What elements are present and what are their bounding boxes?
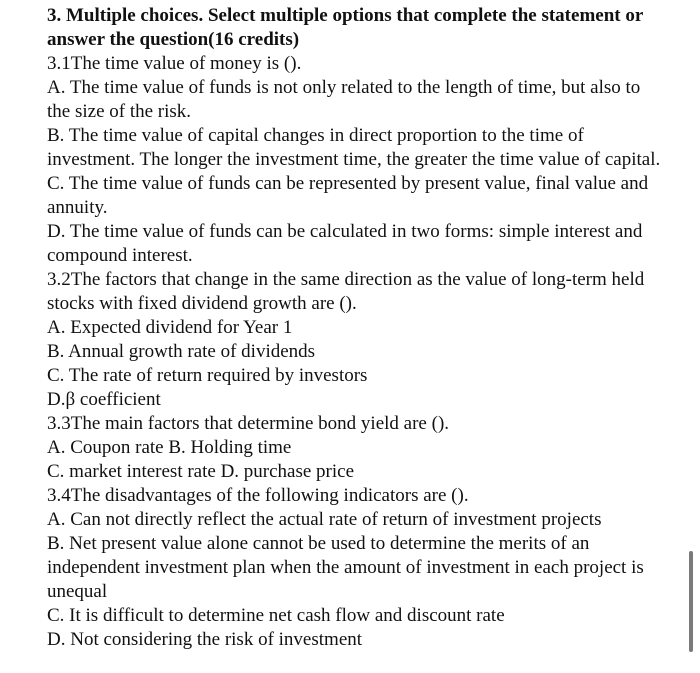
- question-prompt: 3.3The main factors that determine bond yield are ().: [47, 413, 450, 434]
- question-3-3: [47, 412, 662, 484]
- option-b: B. Net present value alone cannot be used to determine the merits of an independent investment plan when the amount of investment in each project is unequal: [47, 533, 644, 602]
- question-3-4: [47, 484, 662, 652]
- vertical-scrollbar[interactable]: [689, 551, 693, 652]
- option-d: D.β coefficient: [47, 389, 161, 410]
- option-a-b: A. Coupon rate B. Holding time: [47, 437, 292, 458]
- question-prompt: 3.2The factors that change in the same direction as the value of long-term held stocks with fixed dividend growth are ().: [47, 269, 645, 314]
- question-document: [47, 4, 662, 652]
- section-heading: 3. Multiple choices. Select multiple options that complete the statement or answer the question(16 credits): [47, 5, 643, 50]
- question-3-2: [47, 268, 662, 412]
- option-b: B. The time value of capital changes in direct proportion to the time of investment. The longer the investment time, the greater the time value of capital.: [47, 125, 661, 170]
- option-a: A. Can not directly reflect the actual rate of return of investment projects: [47, 509, 602, 530]
- option-d: D. The time value of funds can be calculated in two forms: simple interest and compound interest.: [47, 221, 643, 266]
- option-d: D. Not considering the risk of investment: [47, 629, 363, 650]
- option-a: A. The time value of funds is not only related to the length of time, but also to the size of the risk.: [47, 77, 641, 122]
- option-c-d: C. market interest rate D. purchase price: [47, 461, 355, 482]
- option-b: B. Annual growth rate of dividends: [47, 341, 316, 362]
- option-c: C. It is difficult to determine net cash flow and discount rate: [47, 605, 505, 626]
- option-c: C. The rate of return required by investors: [47, 365, 368, 386]
- question-prompt: 3.1The time value of money is ().: [47, 53, 302, 74]
- question-prompt: 3.4The disadvantages of the following indicators are ().: [47, 485, 469, 506]
- option-a: A. Expected dividend for Year 1: [47, 317, 293, 338]
- question-3-1: [47, 52, 662, 268]
- option-c: C. The time value of funds can be represented by present value, final value and annuity.: [47, 173, 649, 218]
